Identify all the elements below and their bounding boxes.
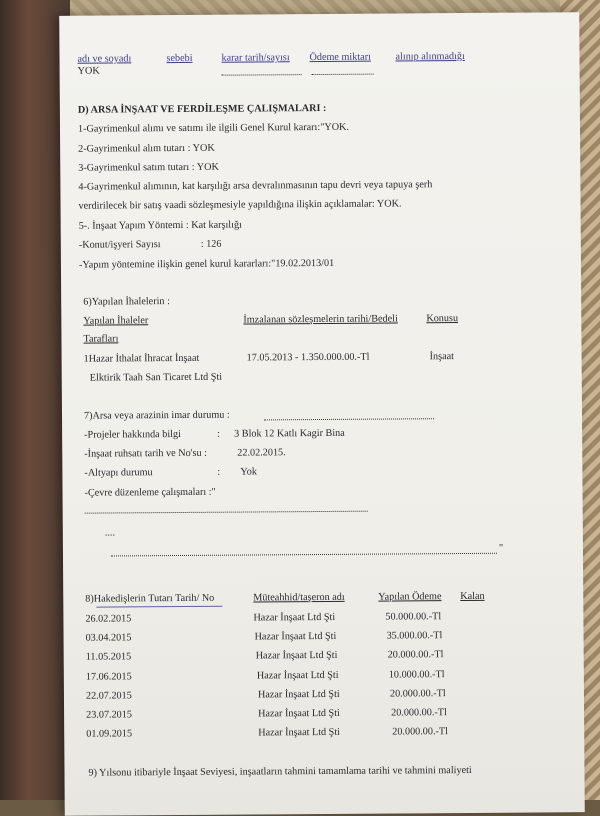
section-d-line4b: verdirilecek bir satış vaadi sözleşmesiyle yapıldığına ilişkin açıklamalar: YOK. <box>78 198 402 212</box>
hakedis-row-date: 23.07.2015 <box>86 709 132 721</box>
ihale-row-date: 17.05.2013 - 1.350.000.00.-Tl <box>246 351 370 364</box>
hakedis-row-name: Hazar İnşaat Ltd Şti <box>254 630 337 643</box>
decision-dots <box>222 74 302 76</box>
hakedis-row-amount: 35.000.00.-Tl <box>386 630 443 642</box>
section-d-line2: 2-Gayrimenkul alım tutarı : YOK <box>78 142 215 155</box>
yontem-line: -Yapım yöntemine ilişkin genel kurul kararları:"19.02.2013/01 <box>78 257 335 271</box>
imar-dots <box>264 418 434 420</box>
hakedis-row-name: Hazar İnşaat Ltd Şti <box>258 707 340 720</box>
hakedis-row-date: 11.05.2015 <box>85 651 132 663</box>
section-d-line5: 5-. İnşaat Yapım Yöntemi : Kat karşılığı <box>78 219 242 232</box>
hakedis-row-amount: 20.000.00.-Tl <box>391 707 447 719</box>
hakedis-row-name: Hazar İnşaat Ltd Şti <box>257 688 340 701</box>
ihale-row-name2: Elktirik Taah San Ticaret Ltd Şti <box>89 371 223 384</box>
header-name-col: adı ve soyadı <box>77 53 132 65</box>
section-9-text: 9) Yılsonu itibariyle İnşaat Seviyesi, inşaatların tahmini tamamlama tarihi ve tahmini maliyeti <box>88 764 472 779</box>
short-dots: .... <box>104 527 116 539</box>
cevre-dots-1 <box>85 511 368 514</box>
ihale-row-name1: 1Hazar İthalat İhracat İnşaat <box>83 352 200 365</box>
cevre-label: -Çevre düzenleme çalışmaları :" <box>84 486 216 499</box>
altyapi-colon: : <box>217 466 221 478</box>
projeler-label: -Projeler hakkında bilgi <box>84 428 181 441</box>
taraflari-header: Tarafları <box>83 333 119 345</box>
hakedis-row-amount: 20.000.00.-Tl <box>389 688 446 700</box>
section-d-line3: 3-Gayrimenkul satım tutarı : YOK <box>78 161 219 174</box>
section-d-line4a: 4-Gayrimenkul alımının, kat karşılığı arsa devralınmasının tapu devri veya tapuya şerh <box>78 179 433 193</box>
altyapi-value: Yok <box>240 466 257 478</box>
hakedis-row-amount: 50.000.00.-Tl <box>385 611 442 623</box>
ruhsat-label: -İnşaat ruhsatı tarih ve No'su : <box>84 447 207 460</box>
ruhsat-value: 22.02.2015. <box>237 447 286 459</box>
altyapi-label: -Altyapı durumu <box>84 467 153 479</box>
payment-dots <box>312 74 374 75</box>
hakedis-row-date: 26.02.2015 <box>85 613 132 625</box>
section-6-title: 6)Yapılan İhalelerin : <box>83 296 170 308</box>
hakedis-row-name: Hazar İnşaat Ltd Şti <box>255 649 338 662</box>
hakedis-row-name: Hazar İnşaat Ltd Şti <box>256 669 339 682</box>
projeler-colon: : <box>217 428 221 440</box>
section-d-line1: 1-Gayrimenkul alımı ve satımı ile ilgili Genel Kurul kararı:"YOK. <box>77 121 349 135</box>
header-reason-col: sebebi <box>166 52 193 65</box>
header-name-value: YOK <box>77 65 100 77</box>
konusu-col-header: Konusu <box>426 313 459 325</box>
hakedis-col3: Yapılan Ödeme <box>378 591 442 603</box>
header-taken-col: alınıp alınmadığı <box>395 50 465 63</box>
hakedis-row-date: 03.04.2015 <box>85 632 132 644</box>
hakedis-row-date: 01.09.2015 <box>86 728 133 740</box>
ihale-col-header: Yapılan İhaleler <box>83 315 149 327</box>
hakedis-row-date: 17.06.2015 <box>85 671 132 683</box>
hakedis-row-name: Hazar İnşaat Ltd Şti <box>258 726 341 739</box>
konut-value: : 126 <box>200 238 222 250</box>
hakedis-row-amount: 20.000.00.-Tl <box>392 726 449 738</box>
document-page <box>59 12 585 816</box>
hakedis-col4: Kalan <box>460 590 485 603</box>
hakedis-row-date: 22.07.2015 <box>85 690 132 702</box>
hakedis-row-amount: 20.000.00.-Tl <box>387 649 444 661</box>
sozlesme-col-header: İmzalanan sözleşmelerin tarihi/Bedeli <box>243 313 398 326</box>
hakedis-col1-underline <box>96 606 222 608</box>
ihale-row-konu: İnşaat <box>429 351 454 363</box>
quote-end: " <box>498 542 504 554</box>
projeler-value: 3 Blok 12 Katlı Kagir Bina <box>234 427 345 440</box>
hakedis-row-amount: 10.000.00.-Tl <box>388 669 445 681</box>
imar-label: 7)Arsa veya arazinin imar durumu : <box>83 409 230 422</box>
section-d-title: D) ARSA İNŞAAT VE FERDİLEŞME ÇALIŞMALARI : <box>77 102 327 116</box>
hakedis-row-name: Hazar İnşaat Ltd Şti <box>253 611 336 624</box>
konut-label: -Konut/işyeri Sayısı <box>78 239 161 251</box>
hakedis-col2: Müteahhid/taşeron adı <box>253 591 345 604</box>
hakedis-col1: 8)Hakedişlerin Tutarı Tarih/ No <box>85 592 215 605</box>
header-payment-col: Ödeme miktarı <box>309 51 371 64</box>
cevre-dots-2 <box>111 553 497 557</box>
header-decision-col: karar tarih/sayısı <box>221 52 290 64</box>
